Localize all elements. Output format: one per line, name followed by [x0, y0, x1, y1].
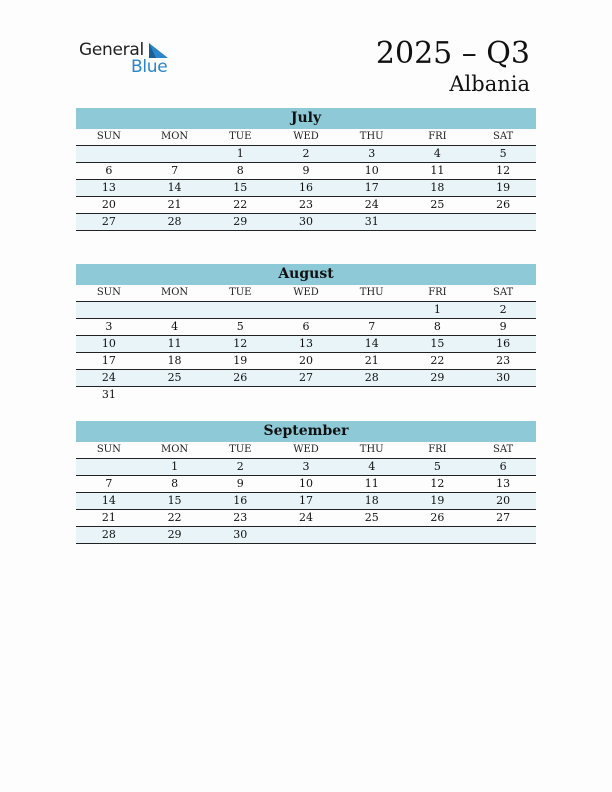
day-cell: 8 [236, 164, 244, 177]
day-cell: 24 [101, 371, 116, 384]
day-cell [339, 302, 405, 318]
day-cell: 17 [298, 494, 313, 507]
week-row [76, 352, 536, 369]
day-cell: 15 [167, 494, 182, 507]
day-cell: 2 [236, 460, 244, 473]
day-cell: 1 [171, 460, 179, 473]
weekday-label: THU [359, 131, 384, 142]
day-cell: 14 [167, 181, 182, 194]
day-cell: 28 [167, 215, 182, 228]
day-cell: 20 [101, 198, 116, 211]
day-cell: 29 [233, 215, 248, 228]
day-cell [339, 387, 405, 403]
day-cell: 18 [167, 354, 182, 367]
month-calendar-august [76, 264, 536, 403]
weekday-label: MON [160, 444, 189, 455]
day-cell: 16 [233, 494, 248, 507]
week-row [76, 458, 536, 475]
day-cell: 16 [298, 181, 313, 194]
weekday-label: WED [293, 287, 319, 298]
day-cell: 6 [302, 320, 310, 333]
day-cell: 8 [433, 320, 441, 333]
day-cell: 11 [430, 164, 445, 177]
day-cell [207, 387, 273, 403]
day-cell: 11 [364, 477, 379, 490]
day-cell [470, 387, 536, 403]
day-cell: 26 [496, 198, 511, 211]
day-cell: 18 [364, 494, 379, 507]
day-cell: 16 [496, 337, 511, 350]
month-name: July [76, 108, 536, 129]
day-cell: 11 [167, 337, 182, 350]
day-cell: 28 [101, 528, 116, 541]
day-cell [142, 302, 208, 318]
day-cell: 26 [233, 371, 248, 384]
day-cell: 15 [430, 337, 445, 350]
weekday-label: TUE [229, 131, 252, 142]
day-cell: 19 [430, 494, 445, 507]
day-cell: 9 [236, 477, 244, 490]
day-cell: 20 [496, 494, 511, 507]
weekday-label: MON [160, 287, 189, 298]
day-cell: 19 [233, 354, 248, 367]
day-cell [405, 527, 471, 543]
weekday-label: MON [160, 131, 189, 142]
day-cell: 7 [368, 320, 376, 333]
day-cell: 27 [298, 371, 313, 384]
week-row [76, 509, 536, 526]
day-cell: 19 [496, 181, 511, 194]
day-cell: 30 [233, 528, 248, 541]
day-cell [273, 527, 339, 543]
day-cell: 3 [302, 460, 310, 473]
day-cell: 13 [496, 477, 511, 490]
day-cell: 10 [364, 164, 379, 177]
week-row [76, 179, 536, 196]
week-row [76, 162, 536, 179]
week-row [76, 213, 536, 231]
day-cell: 22 [233, 198, 248, 211]
day-cell: 27 [101, 215, 116, 228]
day-cell: 26 [430, 511, 445, 524]
day-cell: 13 [101, 181, 116, 194]
day-cell [76, 459, 142, 475]
week-row [76, 145, 536, 162]
week-row [76, 196, 536, 213]
day-cell: 25 [167, 371, 182, 384]
day-cell: 9 [302, 164, 310, 177]
day-cell: 23 [233, 511, 248, 524]
day-cell: 21 [101, 511, 116, 524]
day-cell [207, 302, 273, 318]
day-cell [142, 387, 208, 403]
day-cell: 1 [236, 147, 244, 160]
day-cell [76, 302, 142, 318]
day-cell [273, 387, 339, 403]
logo-general-text: General [79, 40, 144, 60]
weekday-label: WED [293, 444, 319, 455]
day-cell: 30 [496, 371, 511, 384]
day-cell: 17 [101, 354, 116, 367]
weekday-header-row [76, 129, 536, 145]
day-cell [470, 214, 536, 230]
day-cell: 22 [430, 354, 445, 367]
day-cell: 5 [236, 320, 244, 333]
day-cell: 12 [233, 337, 248, 350]
day-cell: 3 [105, 320, 113, 333]
day-cell [405, 387, 471, 403]
day-cell: 7 [171, 164, 179, 177]
day-cell: 9 [499, 320, 507, 333]
page-title: 2025 – Q3 [375, 36, 530, 71]
day-cell: 8 [171, 477, 179, 490]
day-cell: 23 [496, 354, 511, 367]
day-cell: 2 [302, 147, 310, 160]
day-cell: 23 [298, 198, 313, 211]
day-cell: 1 [433, 303, 441, 316]
day-cell: 14 [364, 337, 379, 350]
week-row [76, 492, 536, 509]
week-row [76, 369, 536, 387]
weekday-label: WED [293, 131, 319, 142]
weekday-label: TUE [229, 287, 252, 298]
week-row [76, 475, 536, 492]
weekday-label: THU [359, 444, 384, 455]
week-row [76, 301, 536, 318]
day-cell: 17 [364, 181, 379, 194]
day-cell [339, 527, 405, 543]
week-row [76, 387, 536, 403]
weekday-label: SUN [96, 131, 121, 142]
day-cell: 18 [430, 181, 445, 194]
day-cell: 25 [364, 511, 379, 524]
month-name: August [76, 264, 536, 285]
day-cell [76, 146, 142, 162]
day-cell: 13 [298, 337, 313, 350]
day-cell: 21 [364, 354, 379, 367]
weekday-label: SAT [493, 287, 514, 298]
day-cell: 12 [496, 164, 511, 177]
day-cell [142, 146, 208, 162]
day-cell: 28 [364, 371, 379, 384]
day-cell: 20 [298, 354, 313, 367]
day-cell: 24 [298, 511, 313, 524]
weekday-label: TUE [229, 444, 252, 455]
day-cell: 22 [167, 511, 182, 524]
day-cell: 31 [101, 388, 116, 401]
day-cell: 5 [499, 147, 507, 160]
day-cell [405, 214, 471, 230]
weekday-label: SAT [493, 444, 514, 455]
day-cell: 14 [101, 494, 116, 507]
day-cell: 27 [496, 511, 511, 524]
day-cell: 10 [101, 337, 116, 350]
logo-blue-text: Blue [131, 57, 168, 77]
weekday-header-row [76, 442, 536, 458]
day-cell: 29 [430, 371, 445, 384]
week-row [76, 335, 536, 352]
weekday-label: THU [359, 287, 384, 298]
day-cell: 6 [499, 460, 507, 473]
day-cell: 24 [364, 198, 379, 211]
day-cell [273, 302, 339, 318]
weekday-label: SUN [96, 444, 121, 455]
day-cell: 29 [167, 528, 182, 541]
weekday-header-row [76, 285, 536, 301]
day-cell: 4 [368, 460, 376, 473]
day-cell: 7 [105, 477, 113, 490]
month-calendar-july [76, 108, 536, 231]
day-cell [470, 527, 536, 543]
day-cell: 3 [368, 147, 376, 160]
month-calendar-september [76, 421, 536, 544]
week-row [76, 318, 536, 335]
day-cell: 15 [233, 181, 248, 194]
day-cell: 6 [105, 164, 113, 177]
day-cell: 12 [430, 477, 445, 490]
month-name: September [76, 421, 536, 442]
day-cell: 31 [364, 215, 379, 228]
day-cell: 5 [433, 460, 441, 473]
weekday-label: SAT [493, 131, 514, 142]
weekday-label: FRI [428, 444, 447, 455]
week-row [76, 526, 536, 544]
weekday-label: FRI [428, 287, 447, 298]
country-name: Albania [449, 72, 530, 96]
day-cell: 10 [298, 477, 313, 490]
day-cell: 4 [433, 147, 441, 160]
day-cell: 30 [298, 215, 313, 228]
day-cell: 4 [171, 320, 179, 333]
day-cell: 2 [499, 303, 507, 316]
weekday-label: SUN [96, 287, 121, 298]
day-cell: 25 [430, 198, 445, 211]
weekday-label: FRI [428, 131, 447, 142]
day-cell: 21 [167, 198, 182, 211]
